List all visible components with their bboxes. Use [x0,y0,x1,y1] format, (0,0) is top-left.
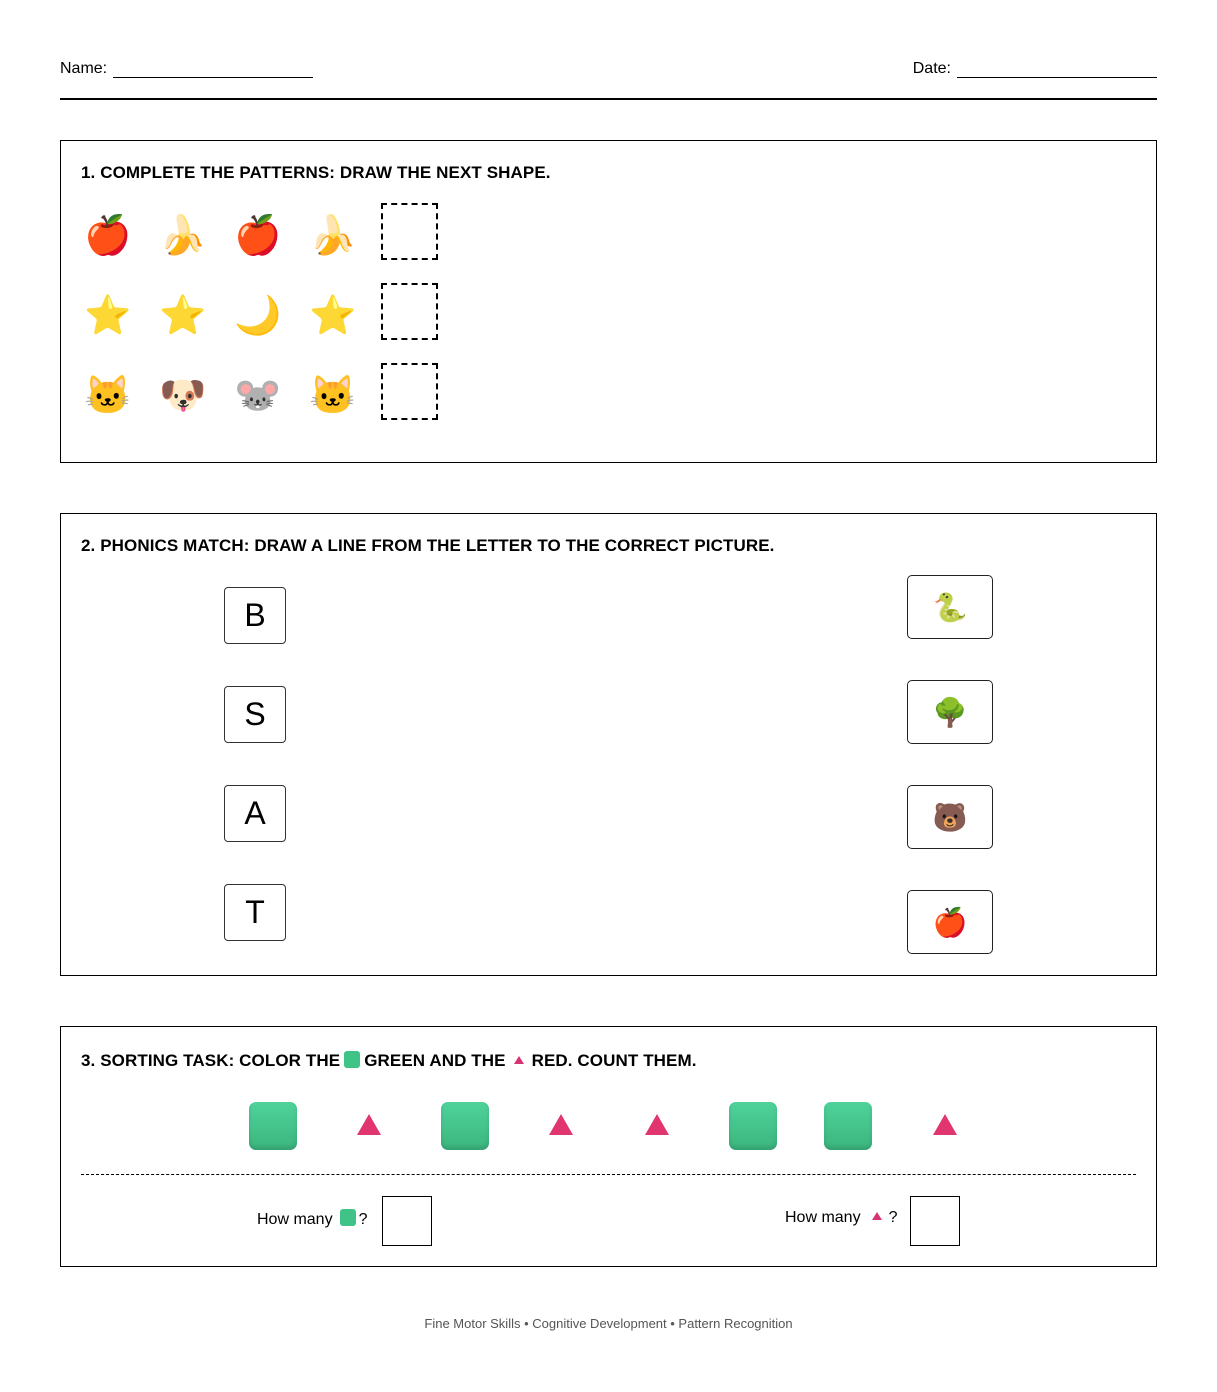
section-title: 2. PHONICS MATCH: DRAW A LINE FROM THE LETTER TO THE CORRECT PICTURE. [81,536,775,555]
letter-box-b[interactable]: B [224,587,286,644]
name-field[interactable] [60,60,313,78]
picture-box-bear[interactable] [907,785,993,849]
triangle-shape[interactable] [357,1114,381,1135]
red-triangle-icon [872,1212,882,1220]
apple-icon: 🍎 [932,906,968,938]
letter-box-a[interactable]: A [224,785,286,842]
title-part-2: GREEN AND THE [364,1051,506,1070]
triangle-shape[interactable] [645,1114,669,1135]
snake-icon: 🐍 [932,591,968,623]
answer-box-row-3[interactable] [381,363,438,420]
section-title: 1. COMPLETE THE PATTERNS: DRAW THE NEXT SHAPE. [81,163,551,182]
answer-box-row-1[interactable] [381,203,438,260]
square-shape[interactable] [729,1102,777,1150]
dashed-divider [81,1174,1136,1175]
tree-icon: 🌳 [932,696,968,728]
picture-box-snake[interactable] [907,575,993,639]
count-triangle-input[interactable] [910,1196,960,1246]
apple-icon: 🍎 [84,215,132,257]
answer-box-row-2[interactable] [381,283,438,340]
triangle-shape[interactable] [549,1114,573,1135]
green-square-icon [344,1051,360,1068]
letter-box-s[interactable]: S [224,686,286,743]
triangle-shape[interactable] [933,1114,957,1135]
count-square-label: How many ? [257,1211,368,1228]
green-square-icon [340,1209,356,1226]
square-shape[interactable] [441,1102,489,1150]
banana-icon: 🍌 [159,215,207,257]
moon-icon: 🌙 [234,295,282,337]
worksheet-header [60,58,1157,100]
name-label: Name: [60,60,108,77]
picture-box-tree[interactable] [907,680,993,744]
star-icon: ⭐ [84,295,132,337]
red-triangle-icon [514,1056,524,1064]
apple-icon: 🍎 [234,215,282,257]
bear-icon: 🐻 [932,801,968,833]
date-label: Date: [912,60,951,77]
pattern-section [60,140,1157,463]
title-part-1: 3. SORTING TASK: COLOR THE [81,1051,341,1070]
square-shape[interactable] [249,1102,297,1150]
cat-icon: 🐱 [84,375,132,417]
letter-box-t[interactable]: T [224,884,286,941]
sorting-section [60,1026,1157,1267]
section-title [81,1051,697,1071]
mouse-icon: 🐭 [234,375,282,417]
star-icon: ⭐ [159,295,207,337]
count-square-input[interactable] [382,1196,432,1246]
banana-icon: 🍌 [309,215,357,257]
footer-text: Fine Motor Skills • Cognitive Development • Pattern Recognition [424,1316,793,1331]
count-triangle-label: How many ? [785,1209,898,1226]
date-line[interactable] [957,63,1157,78]
dog-icon: 🐶 [159,375,207,417]
name-line[interactable] [113,63,313,78]
phonics-section [60,513,1157,976]
date-field[interactable] [913,60,1157,78]
picture-box-apple[interactable] [907,890,993,954]
cat-icon: 🐱 [309,375,357,417]
star-icon: ⭐ [309,295,357,337]
title-part-3: RED. COUNT THEM. [531,1051,697,1070]
square-shape[interactable] [824,1102,872,1150]
